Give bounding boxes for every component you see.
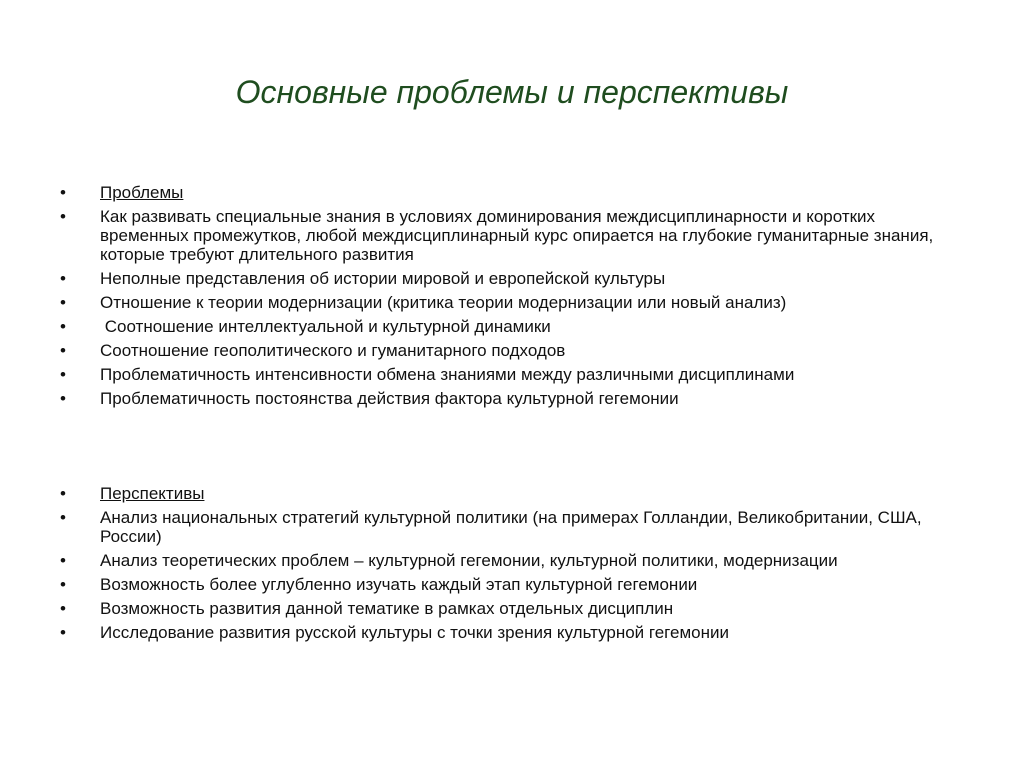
list-item — [60, 317, 960, 336]
prospect-text: Возможность развития данной тематике в рамках отдельных дисциплин — [100, 599, 674, 618]
prospect-text: Исследование развития русской культуры с точки зрения культурной гегемонии — [100, 623, 729, 642]
prospect-text: Анализ теоретических проблем – культурной гегемонии, культурной политики, модернизации — [100, 551, 838, 570]
list-item — [60, 365, 960, 384]
prospect-text: Анализ национальных стратегий культурной политики (на примерах Голландии, Великобритании, США, России) — [100, 508, 922, 546]
problem-text: Проблематичность интенсивности обмена знаниями между различными дисциплинами — [100, 365, 795, 384]
prospects-list — [60, 484, 960, 647]
bullet-icon: • — [60, 365, 66, 384]
prospects-heading-item — [60, 484, 960, 503]
list-item — [60, 389, 960, 408]
bullet-icon: • — [60, 551, 66, 570]
bullet-icon: • — [60, 389, 66, 408]
slide-title: Основные проблемы и перспективы — [235, 74, 789, 110]
problems-list — [60, 183, 960, 413]
list-item — [60, 551, 960, 570]
bullet-icon: • — [60, 599, 66, 618]
prospects-heading: Перспективы — [100, 484, 205, 503]
bullet-icon: • — [60, 575, 66, 594]
list-item — [60, 269, 960, 288]
list-item — [60, 293, 960, 312]
list-item — [60, 623, 960, 642]
bullet-icon: • — [60, 183, 66, 202]
list-item — [60, 508, 960, 546]
problem-text: Соотношение геополитического и гуманитарного подходов — [100, 341, 566, 360]
list-item — [60, 207, 960, 264]
bullet-icon: • — [60, 269, 66, 288]
problem-text: Неполные представления об истории мировой и европейской культуры — [100, 269, 666, 288]
prospect-text: Возможность более углубленно изучать каждый этап культурной гегемонии — [100, 575, 698, 594]
bullet-icon: • — [60, 207, 66, 226]
problems-heading: Проблемы — [100, 183, 184, 202]
bullet-icon: • — [60, 341, 66, 360]
problem-text: Проблематичность постоянства действия фактора культурной гегемонии — [100, 389, 679, 408]
bullet-icon: • — [60, 317, 66, 336]
list-item — [60, 599, 960, 618]
list-item — [60, 575, 960, 594]
bullet-icon: • — [60, 508, 66, 527]
bullet-icon: • — [60, 484, 66, 503]
problem-text: Как развивать специальные знания в условиях доминирования междисциплинарности и коротких временных промежутков, любой междисциплинарный курс опирается на глубокие гуманитарные знания, которые требуют длительного развития — [100, 207, 934, 264]
bullet-icon: • — [60, 623, 66, 642]
list-item — [60, 341, 960, 360]
problem-text: Соотношение интеллектуальной и культурной динамики — [100, 317, 551, 336]
problem-text: Отношение к теории модернизации (критика теории модернизации или новый анализ) — [100, 293, 787, 312]
bullet-icon: • — [60, 293, 66, 312]
problems-heading-item — [60, 183, 960, 202]
